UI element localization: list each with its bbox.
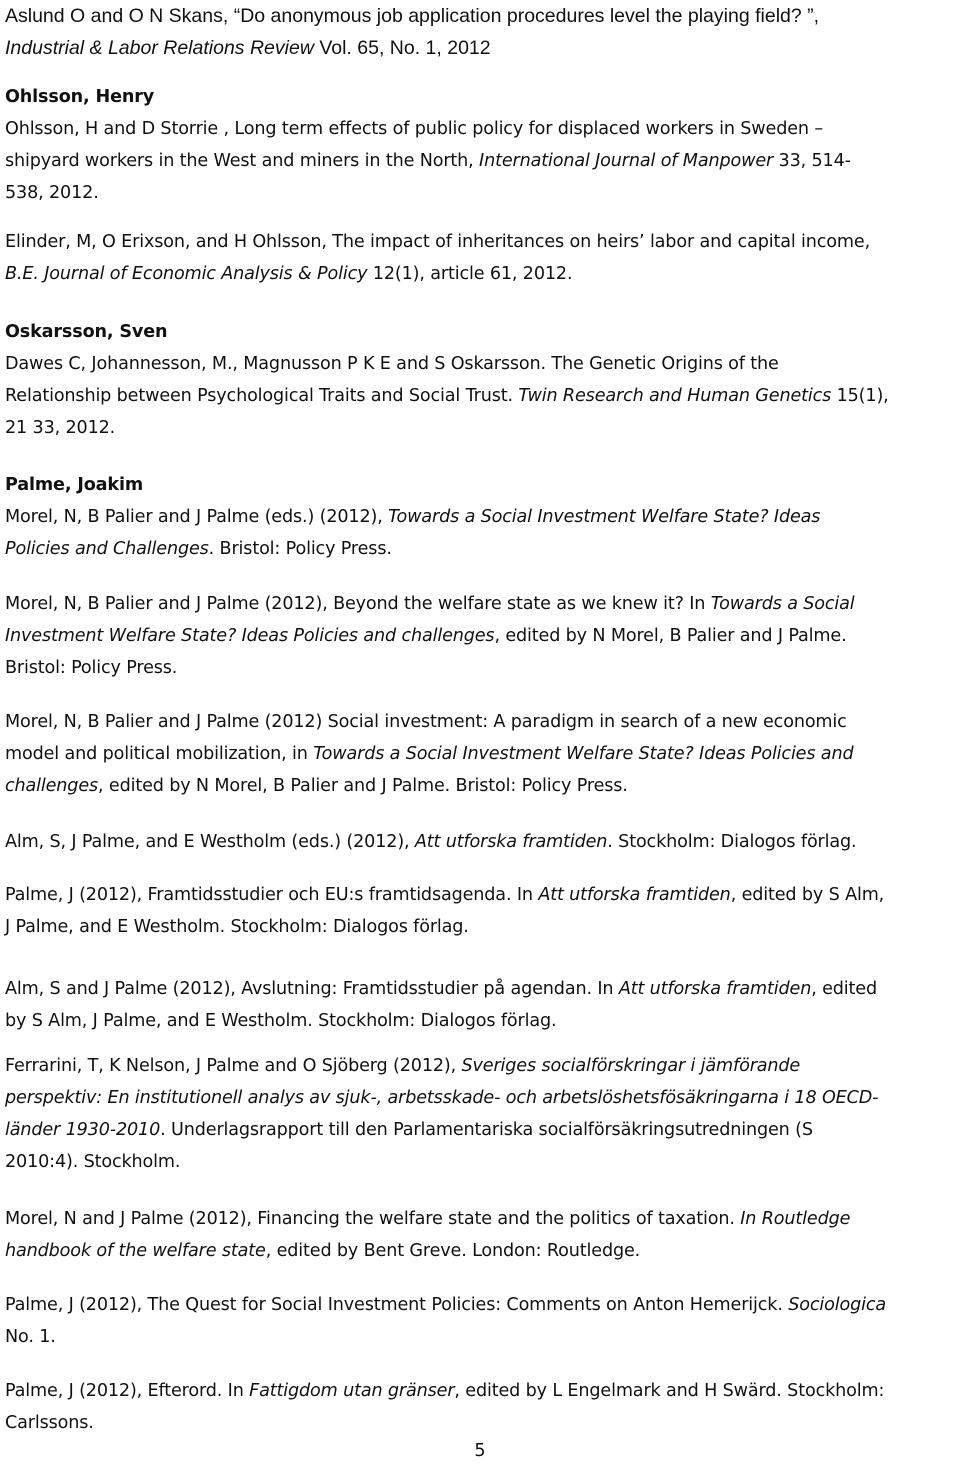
reference-aslund-skans <box>5 0 955 64</box>
text-line <box>5 1146 955 1178</box>
text-line <box>5 1289 955 1321</box>
text-line <box>5 177 955 209</box>
text-run: J Palme, and E Westholm. Stockholm: Dialogos förlag. <box>5 917 469 937</box>
text-line <box>5 973 955 1005</box>
text-run: 12(1), article 61, 2012. <box>367 264 573 284</box>
text-line <box>5 1375 955 1407</box>
text-line <box>5 1114 955 1146</box>
text-run: , edited by Bent Greve. London: Routledge. <box>265 1241 641 1261</box>
text-line <box>5 380 955 412</box>
italic-text: Towards a Social Investment Welfare State? Ideas <box>388 507 821 527</box>
text-line <box>5 412 955 444</box>
text-run: shipyard workers in the West and miners in the North, <box>5 151 480 171</box>
author-heading-ohlsson <box>5 81 955 113</box>
text-run: 33, 514- <box>773 151 851 171</box>
italic-text: Att utforska framtiden <box>538 885 731 905</box>
text-run: Ohlsson, H and D Storrie , Long term effects of public policy for displaced workers in Sweden – <box>5 119 823 139</box>
text-run: . Stockholm: Dialogos förlag. <box>607 832 857 852</box>
author-section-palme <box>5 469 955 565</box>
bold-heading-text: Palme, Joakim <box>5 475 144 495</box>
italic-text: Towards a Social Investment Welfare State? Ideas Policies and <box>313 744 854 764</box>
text-line <box>5 1082 955 1114</box>
text-line <box>5 1321 955 1353</box>
italic-text: In Routledge <box>740 1209 851 1229</box>
text-line <box>5 32 955 64</box>
text-run: Palme, J (2012), Framtidsstudier och EU:s framtidsagenda. In <box>5 885 539 905</box>
italic-text: Sveriges socialförskringar i jämförande <box>461 1056 801 1076</box>
text-line <box>5 1235 955 1267</box>
italic-text: handbook of the welfare state <box>5 1241 266 1261</box>
reference-palme-efterord <box>5 1375 955 1439</box>
text-line <box>5 620 955 652</box>
text-run: Morel, N and J Palme (2012), Financing the welfare state and the politics of taxation. <box>5 1209 741 1229</box>
text-run: Morel, N, B Palier and J Palme (2012), Beyond the welfare state as we knew it? In <box>5 594 711 614</box>
italic-text: perspektiv: En institutionell analys av sjuk-, arbetsskade- och arbetslöshetsfösäkringarna i 18 OECD- <box>5 1088 879 1108</box>
text-run: Morel, N, B Palier and J Palme (eds.) (2012), <box>5 507 389 527</box>
text-run: Palme, J (2012), The Quest for Social Investment Policies: Comments on Anton Hemerijck. <box>5 1295 789 1315</box>
text-line <box>5 469 955 501</box>
text-run: 21 33, 2012. <box>5 418 116 438</box>
text-run: model and political mobilization, in <box>5 744 314 764</box>
text-line <box>5 1005 955 1037</box>
italic-text: International Journal of Manpower <box>479 151 774 171</box>
text-line <box>5 533 955 565</box>
reference-ohlsson-storrie <box>5 113 955 209</box>
author-section-oskarsson <box>5 316 955 444</box>
italic-text: Industrial & Labor Relations Review <box>5 37 314 59</box>
text-run: Relationship between Psychological Traits and Social Trust. <box>5 386 519 406</box>
text-line <box>5 826 955 858</box>
reference-morel-palier-palme-beyond <box>5 588 955 684</box>
reference-ferrarini-nelson-palme-sjoberg <box>5 1050 955 1178</box>
text-line <box>5 145 955 177</box>
text-run: Bristol: Policy Press. <box>5 658 178 678</box>
text-line <box>5 1407 955 1439</box>
page-number: 5 <box>474 1441 486 1461</box>
bold-heading-text: Ohlsson, Henry <box>5 87 155 107</box>
text-run: , edited by L Engelmark and H Swärd. Stockholm: <box>454 1381 885 1401</box>
italic-text: Sociologica <box>788 1295 886 1315</box>
italic-text: Investment Welfare State? Ideas Policies and challenges <box>5 626 495 646</box>
text-run: . Bristol: Policy Press. <box>208 539 392 559</box>
text-run: Alm, S, J Palme, and E Westholm (eds.) (2012), <box>5 832 415 852</box>
text-run: 2010:4). Stockholm. <box>5 1152 181 1172</box>
text-run: Aslund O and O N Skans, “Do anonymous job application procedures level the playing field? ”, <box>5 5 820 27</box>
reference-morel-palme-financing <box>5 1203 955 1267</box>
text-line <box>5 1050 955 1082</box>
text-line <box>5 1203 955 1235</box>
text-line <box>5 770 955 802</box>
text-line <box>5 738 955 770</box>
text-run: Carlssons. <box>5 1413 94 1433</box>
italic-text: B.E. Journal of Economic Analysis & Policy <box>5 264 368 284</box>
reference-palme-framtidsstudier <box>5 879 955 943</box>
text-line <box>5 652 955 684</box>
reference-morel-palier-palme-social-investment <box>5 706 955 802</box>
text-run: Palme, J (2012), Efterord. In <box>5 1381 250 1401</box>
text-run: by S Alm, J Palme, and E Westholm. Stockholm: Dialogos förlag. <box>5 1011 557 1031</box>
text-run: 15(1), <box>831 386 889 406</box>
bold-heading-text: Oskarsson, Sven <box>5 322 168 342</box>
italic-text: Att utforska framtiden <box>618 979 812 999</box>
text-line <box>5 316 955 348</box>
italic-text: Fattigdom utan gränser <box>249 1381 455 1401</box>
italic-text: Towards a Social <box>710 594 855 614</box>
reference-elinder-erixson-ohlsson <box>5 226 955 290</box>
text-run: 538, 2012. <box>5 183 99 203</box>
text-line <box>5 113 955 145</box>
text-run: , edited by S Alm, <box>730 885 885 905</box>
text-run: , edited by N Morel, B Palier and J Palme. Bristol: Policy Press. <box>98 776 628 796</box>
reference-palme-quest <box>5 1289 955 1353</box>
text-line <box>5 348 955 380</box>
text-line <box>5 226 955 258</box>
text-run: Vol. 65, No. 1, 2012 <box>313 37 491 59</box>
text-run: No. 1. <box>5 1327 56 1347</box>
italic-text: länder 1930-2010 <box>5 1120 161 1140</box>
text-line <box>5 501 955 533</box>
text-run: Elinder, M, O Erixson, and H Ohlsson, The impact of inheritances on heirs’ labor and capital income, <box>5 232 871 252</box>
text-line <box>5 588 955 620</box>
text-line <box>5 81 955 113</box>
reference-alm-palme-avslutning <box>5 973 955 1037</box>
text-line <box>5 911 955 943</box>
text-line <box>5 258 955 290</box>
italic-text: Twin Research and Human Genetics <box>518 386 832 406</box>
text-run: , edited by N Morel, B Palier and J Palme. <box>494 626 847 646</box>
text-run: Morel, N, B Palier and J Palme (2012) Social investment: A paradigm in search of a new economic <box>5 712 847 732</box>
italic-text: challenges <box>5 776 99 796</box>
reference-alm-palme-westholm <box>5 826 955 858</box>
text-run: , edited <box>811 979 877 999</box>
text-run: Dawes C, Johannesson, M., Magnusson P K E and S Oskarsson. The Genetic Origins of the <box>5 354 779 374</box>
text-run: Alm, S and J Palme (2012), Avslutning: Framtidsstudier på agendan. In <box>5 979 619 999</box>
italic-text: Att utforska framtiden <box>414 832 608 852</box>
italic-text: Policies and Challenges <box>5 539 209 559</box>
text-line <box>5 879 955 911</box>
text-run: . Underlagsrapport till den Parlamentariska socialförsäkringsutredningen (S <box>160 1120 813 1140</box>
text-run: Ferrarini, T, K Nelson, J Palme and O Sjöberg (2012), <box>5 1056 462 1076</box>
text-line <box>5 0 955 32</box>
text-line <box>5 706 955 738</box>
